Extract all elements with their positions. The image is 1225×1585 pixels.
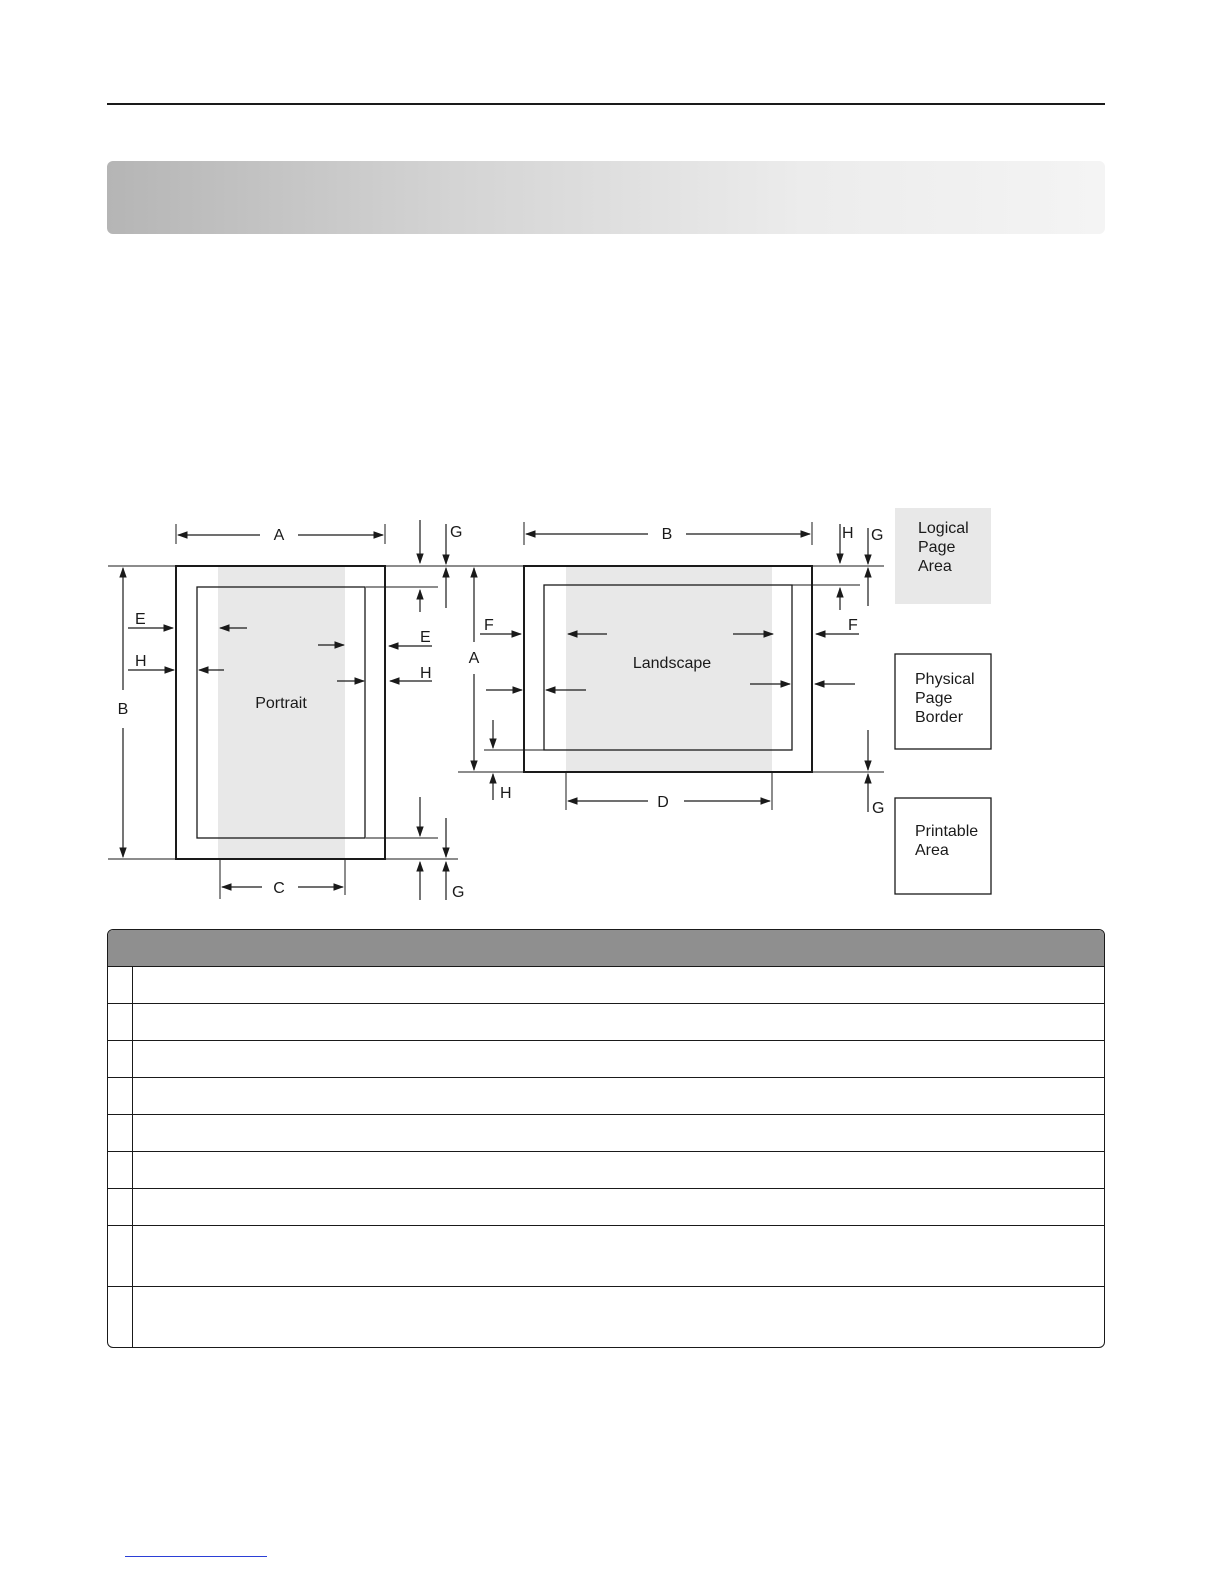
- table-row: [108, 1226, 1104, 1287]
- dim-d-label: D: [657, 794, 669, 811]
- dim-g-portrait-top-label: G: [450, 524, 463, 541]
- dim-g-landscape-bottom-label: G: [872, 800, 885, 817]
- dim-h-right-label: H: [420, 665, 432, 682]
- portrait-diagram: [108, 520, 464, 901]
- dim-g-portrait-bottom-label: G: [452, 884, 465, 901]
- dim-f-left-label: F: [484, 617, 494, 634]
- legend-logical-line-2: Page: [918, 539, 956, 556]
- portrait-label: Portrait: [255, 695, 307, 712]
- dimension-table: [107, 929, 1105, 1348]
- legend-physical-line-3: Border: [915, 709, 964, 726]
- table-row: [108, 1189, 1104, 1226]
- footer-link-underline[interactable]: [125, 1556, 267, 1557]
- legend-physical-line-1: Physical: [915, 671, 975, 688]
- table-row: [108, 1078, 1104, 1115]
- dim-f-right-label: F: [848, 617, 858, 634]
- table-row: [108, 1287, 1104, 1347]
- dim-g-landscape-top-label: G: [871, 527, 884, 544]
- legend-printable-line-2: Area: [915, 842, 949, 859]
- table-header: [108, 930, 1104, 967]
- table-row: [108, 967, 1104, 1004]
- dim-h-left-label: H: [135, 653, 147, 670]
- table-row: [108, 1004, 1104, 1041]
- legend-printable-line-1: Printable: [915, 823, 979, 840]
- table-row: [108, 1115, 1104, 1152]
- legend-logical-line-1: Logical: [918, 520, 969, 537]
- landscape-diagram: [458, 522, 884, 817]
- dim-e-left-label: E: [135, 611, 146, 628]
- dim-b-portrait-label: B: [117, 701, 129, 718]
- legend-physical-line-2: Page: [915, 690, 953, 707]
- dim-e-right-label: E: [420, 629, 431, 646]
- dim-a-landscape-label: A: [468, 650, 480, 667]
- legend: [895, 508, 991, 894]
- portrait-logical-area: [218, 567, 345, 859]
- legend-logical-line-3: Area: [918, 558, 952, 575]
- table-row: [108, 1041, 1104, 1078]
- table-row: [108, 1152, 1104, 1189]
- dim-h-landscape-top-label: H: [842, 525, 854, 542]
- dim-c-label: C: [273, 880, 285, 897]
- dim-b-landscape-label: B: [661, 526, 673, 543]
- dim-a-portrait-label: A: [273, 527, 285, 544]
- landscape-label: Landscape: [632, 655, 712, 672]
- dim-h-landscape-bottom-label: H: [500, 785, 512, 802]
